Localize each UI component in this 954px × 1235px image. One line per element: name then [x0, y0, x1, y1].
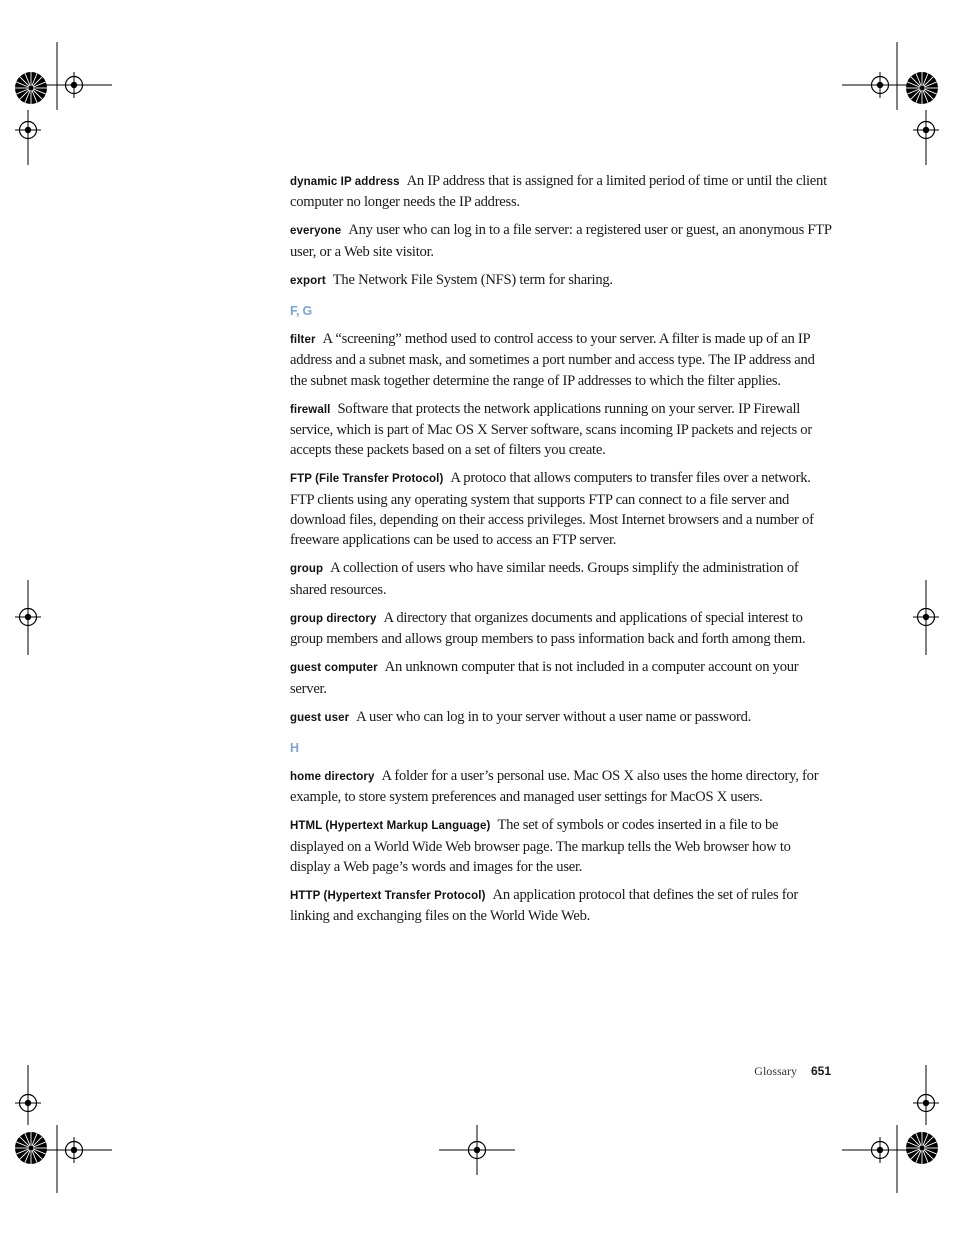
page-footer: [700, 1064, 831, 1079]
starburst-target-icon: [15, 72, 47, 104]
glossary-term: group: [290, 563, 324, 576]
glossary-term: group directory: [290, 612, 377, 625]
glossary-term: HTML (Hypertext Markup Language): [290, 820, 491, 833]
glossary-term: home directory: [290, 770, 375, 783]
glossary-term: guest user: [290, 711, 350, 724]
glossary-entry: [290, 608, 832, 650]
starburst-target-icon: [906, 72, 938, 104]
page-number: 651: [810, 1064, 831, 1078]
registration-crosshair-icon: [913, 604, 939, 630]
glossary-entry: [290, 399, 832, 461]
glossary-term: export: [290, 274, 326, 287]
glossary-entry: [290, 707, 832, 728]
footer-section-label: Glossary: [754, 1064, 797, 1078]
glossary-definition: An IP address that is assigned for a limited period of time or until the client computer no longer needs the IP address.: [290, 173, 827, 211]
glossary-content: [290, 171, 832, 934]
glossary-term: HTTP (Hypertext Transfer Protocol): [290, 889, 486, 902]
glossary-definition: A “screening” method used to control access to your server. A filter is made up of an IP address and a subnet mask, and sometimes a port number and access type. The IP address and the subnet mask together determine the range of IP addresses to which the filter applies.: [290, 331, 815, 389]
glossary-definition: Any user who can log in to a file server: a registered user or guest, an anonymous FTP user, or a Web site visitor.: [290, 222, 832, 260]
registration-crosshair-icon: [464, 1137, 490, 1163]
glossary-term: dynamic IP address: [290, 176, 400, 188]
glossary-entry: [290, 220, 832, 262]
glossary-entry: [290, 558, 832, 600]
glossary-definition: A directory that organizes documents and applications of special interest to group members and allows group members to pass information back and forth among them.: [290, 609, 806, 648]
registration-crosshair-icon: [61, 1137, 87, 1163]
glossary-definition: Software that protects the network applications running on your server. IP Firewall service, which is part of Mac OS X Server software, scans incoming IP packets and rejects or accepts these packets based on a set of filters you create.: [290, 400, 812, 459]
registration-crosshair-icon: [913, 1090, 939, 1116]
glossary-entry: [290, 766, 832, 808]
registration-crosshair-icon: [867, 72, 893, 98]
glossary-definition: An application protocol that defines the set of rules for linking and exchanging files on the World Wide Web.: [290, 886, 799, 925]
glossary-entry: [290, 885, 832, 927]
section-heading: H: [290, 740, 299, 755]
glossary-entry: [290, 815, 832, 877]
starburst-target-icon: [906, 1132, 938, 1164]
glossary-definition: A protoco that allows computers to transfer files over a network. FTP clients using any operating system that supports FTP can connect to a file server and download files, depending on their access privileges. Most Internet browsers and a number of freeware applications can be used to access an FTP server.: [290, 470, 814, 549]
glossary-entry: [290, 468, 832, 550]
glossary-entry: [290, 171, 832, 213]
glossary-term: firewall: [290, 403, 331, 416]
glossary-entry: [290, 329, 832, 391]
glossary-entry: [290, 270, 832, 291]
registration-crosshair-icon: [867, 1137, 893, 1163]
glossary-term: filter: [290, 334, 316, 347]
glossary-entry: [290, 657, 832, 699]
glossary-definition: An unknown computer that is not included in a computer account on your server.: [290, 659, 799, 697]
registration-crosshair-icon: [913, 117, 939, 143]
glossary-definition: The set of symbols or codes inserted in a file to be displayed on a World Wide Web browser page. The markup tells the Web browser how to display a Web page’s words and images for the user.: [290, 817, 791, 875]
registration-crosshair-icon: [61, 72, 87, 98]
glossary-definition: A folder for a user’s personal use. Mac OS X also uses the home directory, for example, to store system preferences and managed user settings for MacOS X users.: [290, 767, 819, 806]
registration-crosshair-icon: [15, 604, 41, 630]
glossary-term: everyone: [290, 225, 342, 238]
registration-crosshair-icon: [15, 117, 41, 143]
glossary-definition: The Network File System (NFS) term for sharing.: [332, 271, 613, 288]
glossary-term: guest computer: [290, 662, 378, 675]
glossary-definition: A collection of users who have similar needs. Groups simplify the administration of shared resources.: [290, 560, 799, 598]
section-heading: F, G: [290, 304, 312, 319]
glossary-definition: A user who can log in to your server without a user name or password.: [356, 708, 752, 725]
registration-crosshair-icon: [15, 1090, 41, 1116]
starburst-target-icon: [15, 1132, 47, 1164]
glossary-term: FTP (File Transfer Protocol): [290, 473, 444, 486]
